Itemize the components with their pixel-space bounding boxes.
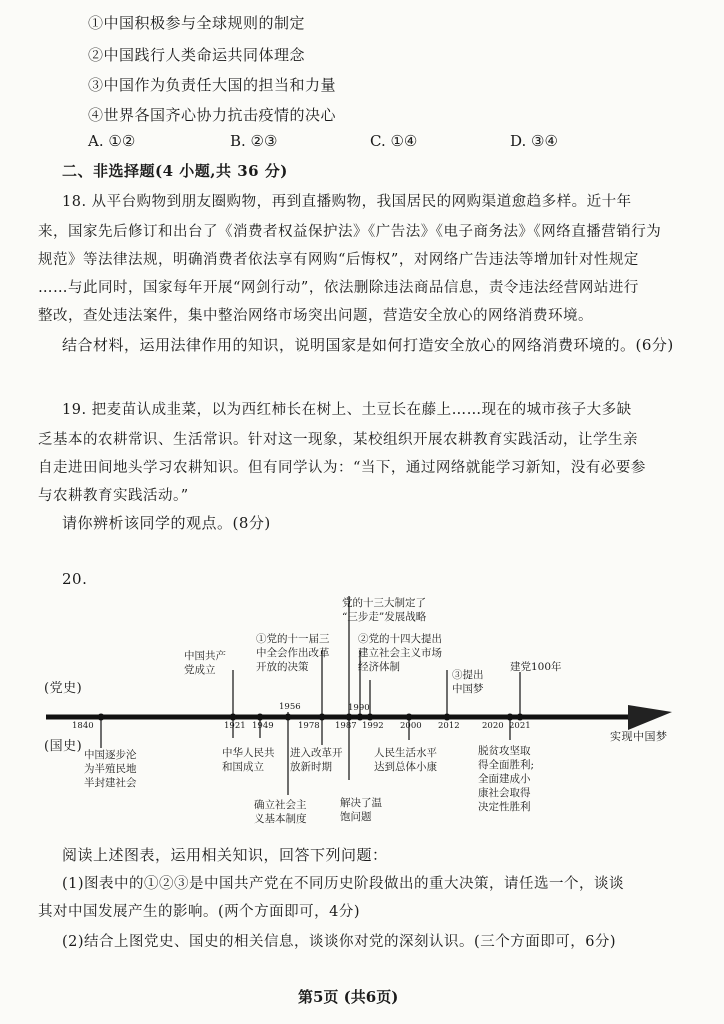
q18-line-5: 整改，查处违法案件，集中整治网络市场突出问题，营造安全放心的网络消费环境。 — [38, 308, 593, 324]
label-centenary: 建党100年 — [510, 661, 562, 673]
page-footer: 第5页 (共6页) — [298, 988, 399, 1006]
q17-item-3: ③中国作为负责任大国的担当和力量 — [88, 76, 337, 94]
year-1992: 1992 — [362, 721, 384, 731]
q19-question: 请你辨析该同学的观点。(8分) — [62, 514, 271, 532]
year-2021: 2021 — [509, 721, 531, 731]
q18-line-3: 规范》等法律法规，明确消费者依法享有网购“后悔权”，对网络广告违法等增加针对性规定 — [38, 252, 639, 268]
choice-d: D. ③④ — [510, 132, 558, 150]
year-1990: 1990 — [348, 703, 370, 713]
label-reform-era: 进入改革开 放新时期 — [290, 747, 343, 773]
party-history-label: (党史) — [44, 681, 83, 696]
year-1921: 1921 — [224, 721, 246, 731]
q20-intro: 阅读上述图表，运用相关知识，回答下列问题： — [62, 846, 388, 864]
q18-question: 结合材料，运用法律作用的知识，说明国家是如何打造安全放心的网络消费环境的。(6分) — [62, 336, 674, 354]
label-thirteenth-congress: 党的十三大制定了 “三步走”发展战略 — [342, 597, 427, 623]
year-1949: 1949 — [252, 721, 274, 731]
year-1987: 1987 — [335, 721, 357, 731]
choice-c: C. ①④ — [370, 132, 418, 150]
year-2020: 2020 — [482, 721, 504, 731]
label-fourteenth-congress: ②党的十四大提出 建立社会主义市场 经济体制 — [358, 633, 442, 673]
label-party-founded: 中国共产 党成立 — [184, 650, 226, 676]
q20-sub1-line1: (1)图表中的①②③是中国共产党在不同历史阶段做出的重大决策，请任选一个，谈谈 — [62, 876, 625, 892]
q17-item-4: ④世界各国齐心协力抗击疫情的决心 — [88, 106, 337, 124]
label-prc-founded: 中华人民共 和国成立 — [222, 747, 275, 773]
label-third-plenum: ①党的十一届三 中全会作出改革 开放的决策 — [256, 633, 330, 673]
q19-line-3: 自走进田间地头学习农耕知识。但有同学认为：“当下，通过网络就能学习新知，没有必要参 — [38, 460, 646, 476]
choice-b: B. ②③ — [230, 132, 278, 150]
national-history-label: (国史) — [44, 739, 83, 754]
label-semi-colonial: 中国逐步沦 为半殖民地 半封建社会 — [84, 749, 137, 789]
q19-line-2: 乏基本的农耕常识、生活常识。针对这一现象，某校组织开展农耕教育实践活动，让学生亲 — [38, 432, 638, 448]
q18-line-4: ……与此同时，国家每年开展“网剑行动”，依法删除违法商品信息，责令违法经营网站进行 — [38, 280, 639, 296]
year-1978: 1978 — [298, 721, 320, 731]
label-poverty-victory: 脱贫攻坚取 得全面胜利; 全面建成小 康社会取得 决定性胜利 — [478, 745, 535, 813]
choice-a: A. ①② — [88, 132, 136, 150]
q19-line-4: 与农耕教育实践活动。” — [38, 488, 189, 504]
year-2000: 2000 — [400, 721, 422, 731]
label-socialist-system: 确立社会主 义基本制度 — [254, 799, 307, 825]
year-2012: 2012 — [438, 721, 460, 731]
q18-line-1: 18. 从平台购物到朋友圈购物，再到直播购物，我国居民的网购渠道愈趋多样。近十年 — [62, 194, 632, 210]
q20-sub2: (2)结合上图党史、国史的相关信息，谈谈你对党的深刻认识。(三个方面即可，6分) — [62, 934, 617, 950]
label-moderate-prosperity: 人民生活水平 达到总体小康 — [374, 747, 437, 773]
q20-number: 20. — [62, 570, 88, 588]
end-label: 实现中国梦 — [610, 730, 668, 743]
section-title: 二、非选择题(4 小题,共 36 分) — [62, 162, 288, 180]
q17-item-1: ①中国积极参与全球规则的制定 — [88, 14, 306, 32]
year-1840: 1840 — [72, 721, 94, 731]
timeline-arrow — [628, 705, 672, 730]
year-1956: 1956 — [279, 702, 301, 712]
q19-line-1: 19. 把麦苗认成韭菜，以为西红柿长在树上、土豆长在藤上……现在的城市孩子大多缺 — [62, 402, 632, 418]
label-china-dream: ③提出 中国梦 — [452, 669, 484, 695]
q17-item-2: ②中国践行人类命运共同体理念 — [88, 46, 306, 64]
q18-line-2: 来，国家先后修订和出台了《消费者权益保护法》《广告法》《电子商务法》《网络直播营销行为 — [38, 224, 662, 240]
q20-sub1-line2: 其对中国发展产生的影响。(两个方面即可，4分) — [38, 904, 361, 920]
label-food-clothing: 解决了温 饱问题 — [340, 797, 382, 823]
